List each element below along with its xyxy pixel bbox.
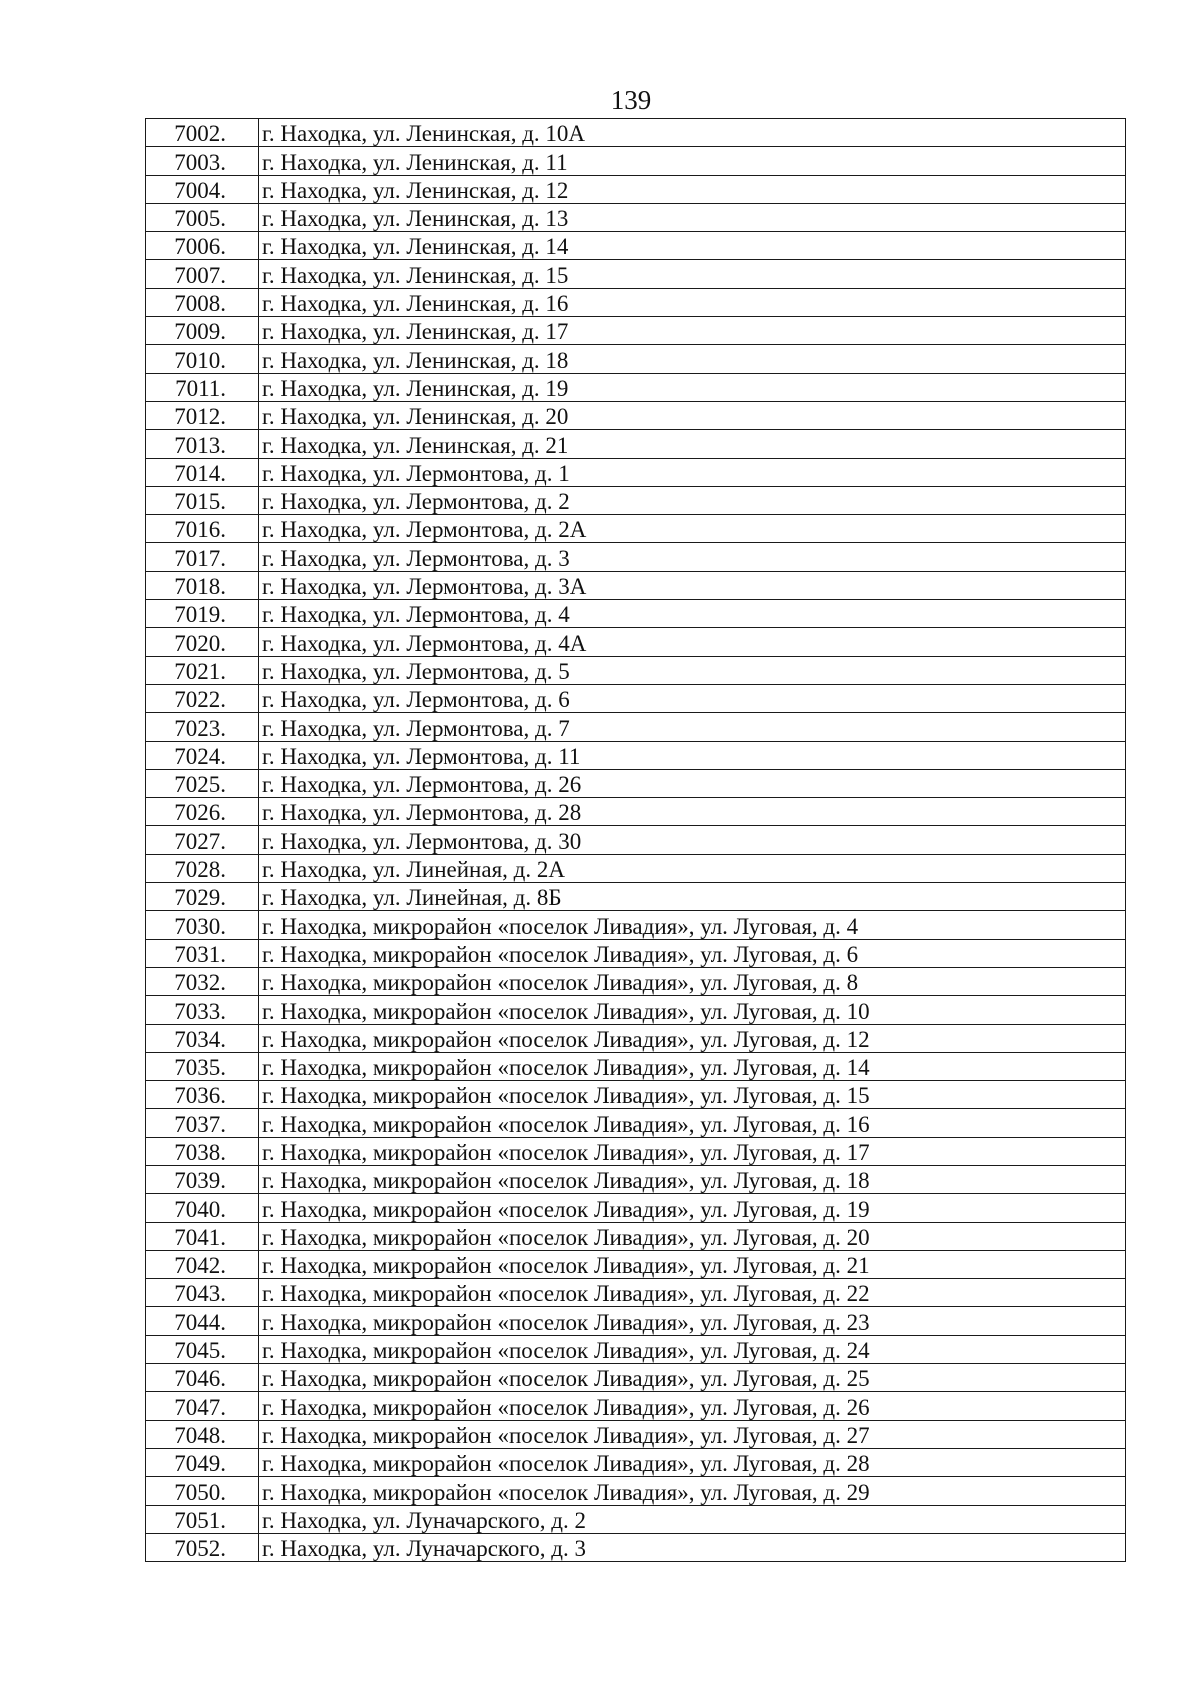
row-address: г. Находка, ул. Лермонтова, д. 3 bbox=[259, 543, 1126, 571]
table-row bbox=[146, 1505, 1126, 1533]
row-number: 7026. bbox=[146, 798, 259, 826]
row-number: 7044. bbox=[146, 1307, 259, 1335]
table-row bbox=[146, 1364, 1126, 1392]
row-number: 7045. bbox=[146, 1335, 259, 1363]
table-row bbox=[146, 1533, 1126, 1561]
row-address: г. Находка, ул. Ленинская, д. 14 bbox=[259, 232, 1126, 260]
row-address: г. Находка, ул. Ленинская, д. 12 bbox=[259, 175, 1126, 203]
table-row bbox=[146, 741, 1126, 769]
row-address: г. Находка, микрорайон «поселок Ливадия», ул. Луговая, д. 12 bbox=[259, 1024, 1126, 1052]
row-number: 7050. bbox=[146, 1477, 259, 1505]
row-address: г. Находка, микрорайон «поселок Ливадия», ул. Луговая, д. 19 bbox=[259, 1194, 1126, 1222]
table-row bbox=[146, 1109, 1126, 1137]
table-row bbox=[146, 769, 1126, 797]
row-address: г. Находка, ул. Ленинская, д. 11 bbox=[259, 147, 1126, 175]
row-address: г. Находка, ул. Лермонтова, д. 6 bbox=[259, 684, 1126, 712]
row-number: 7011. bbox=[146, 373, 259, 401]
table-row bbox=[146, 911, 1126, 939]
row-number: 7031. bbox=[146, 939, 259, 967]
row-address: г. Находка, микрорайон «поселок Ливадия», ул. Луговая, д. 24 bbox=[259, 1335, 1126, 1363]
row-address: г. Находка, ул. Ленинская, д. 20 bbox=[259, 401, 1126, 429]
table-row bbox=[146, 458, 1126, 486]
table-row bbox=[146, 1081, 1126, 1109]
row-address: г. Находка, микрорайон «поселок Ливадия», ул. Луговая, д. 17 bbox=[259, 1137, 1126, 1165]
table-row bbox=[146, 1052, 1126, 1080]
row-number: 7035. bbox=[146, 1052, 259, 1080]
row-address: г. Находка, микрорайон «поселок Ливадия», ул. Луговая, д. 25 bbox=[259, 1364, 1126, 1392]
row-address: г. Находка, ул. Лермонтова, д. 5 bbox=[259, 656, 1126, 684]
row-number: 7013. bbox=[146, 430, 259, 458]
row-number: 7016. bbox=[146, 515, 259, 543]
row-address: г. Находка, ул. Ленинская, д. 13 bbox=[259, 203, 1126, 231]
row-address: г. Находка, микрорайон «поселок Ливадия», ул. Луговая, д. 16 bbox=[259, 1109, 1126, 1137]
table-row bbox=[146, 401, 1126, 429]
row-address: г. Находка, ул. Лермонтова, д. 26 bbox=[259, 769, 1126, 797]
table-row bbox=[146, 317, 1126, 345]
table-row bbox=[146, 373, 1126, 401]
row-address: г. Находка, микрорайон «поселок Ливадия», ул. Луговая, д. 21 bbox=[259, 1250, 1126, 1278]
row-number: 7020. bbox=[146, 628, 259, 656]
table-row bbox=[146, 967, 1126, 995]
table-row bbox=[146, 1024, 1126, 1052]
row-address: г. Находка, ул. Лермонтова, д. 2 bbox=[259, 486, 1126, 514]
row-address: г. Находка, микрорайон «поселок Ливадия», ул. Луговая, д. 8 bbox=[259, 967, 1126, 995]
row-address: г. Находка, ул. Лермонтова, д. 4 bbox=[259, 600, 1126, 628]
row-number: 7006. bbox=[146, 232, 259, 260]
row-number: 7015. bbox=[146, 486, 259, 514]
row-address: г. Находка, микрорайон «поселок Ливадия», ул. Луговая, д. 29 bbox=[259, 1477, 1126, 1505]
row-number: 7029. bbox=[146, 883, 259, 911]
table-row bbox=[146, 939, 1126, 967]
table-row bbox=[146, 288, 1126, 316]
table-row bbox=[146, 1250, 1126, 1278]
row-number: 7046. bbox=[146, 1364, 259, 1392]
row-number: 7024. bbox=[146, 741, 259, 769]
row-number: 7040. bbox=[146, 1194, 259, 1222]
row-address: г. Находка, микрорайон «поселок Ливадия», ул. Луговая, д. 23 bbox=[259, 1307, 1126, 1335]
table-row bbox=[146, 1477, 1126, 1505]
table-row bbox=[146, 571, 1126, 599]
table-row bbox=[146, 515, 1126, 543]
row-address: г. Находка, ул. Линейная, д. 8Б bbox=[259, 883, 1126, 911]
row-address: г. Находка, микрорайон «поселок Ливадия», ул. Луговая, д. 4 bbox=[259, 911, 1126, 939]
table-row bbox=[146, 1194, 1126, 1222]
table-row bbox=[146, 684, 1126, 712]
row-number: 7041. bbox=[146, 1222, 259, 1250]
table-row bbox=[146, 628, 1126, 656]
page-number: 139 bbox=[610, 85, 652, 115]
table-row bbox=[146, 1420, 1126, 1448]
table-row bbox=[146, 713, 1126, 741]
row-number: 7003. bbox=[146, 147, 259, 175]
table-row bbox=[146, 345, 1126, 373]
table-row bbox=[146, 543, 1126, 571]
row-number: 7010. bbox=[146, 345, 259, 373]
row-number: 7021. bbox=[146, 656, 259, 684]
row-address: г. Находка, микрорайон «поселок Ливадия», ул. Луговая, д. 20 bbox=[259, 1222, 1126, 1250]
row-number: 7002. bbox=[146, 119, 259, 147]
row-address: г. Находка, ул. Лермонтова, д. 2А bbox=[259, 515, 1126, 543]
row-number: 7049. bbox=[146, 1448, 259, 1476]
row-address: г. Находка, микрорайон «поселок Ливадия», ул. Луговая, д. 18 bbox=[259, 1165, 1126, 1193]
row-address: г. Находка, ул. Ленинская, д. 19 bbox=[259, 373, 1126, 401]
row-number: 7018. bbox=[146, 571, 259, 599]
table-row bbox=[146, 883, 1126, 911]
row-address: г. Находка, ул. Ленинская, д. 17 bbox=[259, 317, 1126, 345]
row-number: 7017. bbox=[146, 543, 259, 571]
row-number: 7025. bbox=[146, 769, 259, 797]
table-row bbox=[146, 203, 1126, 231]
row-address: г. Находка, микрорайон «поселок Ливадия», ул. Луговая, д. 14 bbox=[259, 1052, 1126, 1080]
row-address: г. Находка, микрорайон «поселок Ливадия», ул. Луговая, д. 6 bbox=[259, 939, 1126, 967]
row-number: 7007. bbox=[146, 260, 259, 288]
table-row bbox=[146, 1137, 1126, 1165]
address-table-body bbox=[146, 119, 1126, 1562]
row-number: 7028. bbox=[146, 854, 259, 882]
address-table bbox=[145, 118, 1126, 1562]
row-address: г. Находка, ул. Лермонтова, д. 11 bbox=[259, 741, 1126, 769]
row-number: 7036. bbox=[146, 1081, 259, 1109]
row-number: 7051. bbox=[146, 1505, 259, 1533]
table-row bbox=[146, 119, 1126, 147]
row-address: г. Находка, микрорайон «поселок Ливадия», ул. Луговая, д. 10 bbox=[259, 996, 1126, 1024]
row-address: г. Находка, микрорайон «поселок Ливадия», ул. Луговая, д. 26 bbox=[259, 1392, 1126, 1420]
row-number: 7022. bbox=[146, 684, 259, 712]
row-address: г. Находка, ул. Ленинская, д. 18 bbox=[259, 345, 1126, 373]
table-row bbox=[146, 1222, 1126, 1250]
row-number: 7043. bbox=[146, 1279, 259, 1307]
row-address: г. Находка, ул. Ленинская, д. 21 bbox=[259, 430, 1126, 458]
table-row bbox=[146, 1279, 1126, 1307]
table-row bbox=[146, 486, 1126, 514]
table-row bbox=[146, 656, 1126, 684]
row-number: 7032. bbox=[146, 967, 259, 995]
row-number: 7052. bbox=[146, 1533, 259, 1561]
row-number: 7005. bbox=[146, 203, 259, 231]
row-number: 7014. bbox=[146, 458, 259, 486]
row-address: г. Находка, ул. Ленинская, д. 10А bbox=[259, 119, 1126, 147]
row-address: г. Находка, микрорайон «поселок Ливадия», ул. Луговая, д. 22 bbox=[259, 1279, 1126, 1307]
table-row bbox=[146, 798, 1126, 826]
row-number: 7039. bbox=[146, 1165, 259, 1193]
row-number: 7038. bbox=[146, 1137, 259, 1165]
row-number: 7030. bbox=[146, 911, 259, 939]
table-row bbox=[146, 1448, 1126, 1476]
row-number: 7034. bbox=[146, 1024, 259, 1052]
row-address: г. Находка, ул. Лермонтова, д. 28 bbox=[259, 798, 1126, 826]
row-address: г. Находка, ул. Луначарского, д. 3 bbox=[259, 1533, 1126, 1561]
row-address: г. Находка, ул. Лермонтова, д. 4А bbox=[259, 628, 1126, 656]
table-row bbox=[146, 1392, 1126, 1420]
table-row bbox=[146, 1335, 1126, 1363]
row-address: г. Находка, ул. Ленинская, д. 16 bbox=[259, 288, 1126, 316]
row-number: 7033. bbox=[146, 996, 259, 1024]
table-row bbox=[146, 147, 1126, 175]
row-address: г. Находка, ул. Луначарского, д. 2 bbox=[259, 1505, 1126, 1533]
row-number: 7037. bbox=[146, 1109, 259, 1137]
row-number: 7019. bbox=[146, 600, 259, 628]
row-address: г. Находка, микрорайон «поселок Ливадия», ул. Луговая, д. 28 bbox=[259, 1448, 1126, 1476]
row-address: г. Находка, микрорайон «поселок Ливадия», ул. Луговая, д. 15 bbox=[259, 1081, 1126, 1109]
table-row bbox=[146, 232, 1126, 260]
row-address: г. Находка, ул. Лермонтова, д. 30 bbox=[259, 826, 1126, 854]
row-address: г. Находка, ул. Линейная, д. 2А bbox=[259, 854, 1126, 882]
row-number: 7008. bbox=[146, 288, 259, 316]
row-number: 7027. bbox=[146, 826, 259, 854]
row-address: г. Находка, микрорайон «поселок Ливадия», ул. Луговая, д. 27 bbox=[259, 1420, 1126, 1448]
table-row bbox=[146, 600, 1126, 628]
row-address: г. Находка, ул. Ленинская, д. 15 bbox=[259, 260, 1126, 288]
table-row bbox=[146, 260, 1126, 288]
table-row bbox=[146, 854, 1126, 882]
row-number: 7047. bbox=[146, 1392, 259, 1420]
row-number: 7023. bbox=[146, 713, 259, 741]
row-address: г. Находка, ул. Лермонтова, д. 7 bbox=[259, 713, 1126, 741]
table-row bbox=[146, 826, 1126, 854]
table-row bbox=[146, 996, 1126, 1024]
row-number: 7009. bbox=[146, 317, 259, 345]
row-address: г. Находка, ул. Лермонтова, д. 3А bbox=[259, 571, 1126, 599]
table-row bbox=[146, 1165, 1126, 1193]
row-address: г. Находка, ул. Лермонтова, д. 1 bbox=[259, 458, 1126, 486]
row-number: 7048. bbox=[146, 1420, 259, 1448]
table-row bbox=[146, 430, 1126, 458]
row-number: 7004. bbox=[146, 175, 259, 203]
table-row bbox=[146, 175, 1126, 203]
row-number: 7012. bbox=[146, 401, 259, 429]
row-number: 7042. bbox=[146, 1250, 259, 1278]
table-row bbox=[146, 1307, 1126, 1335]
